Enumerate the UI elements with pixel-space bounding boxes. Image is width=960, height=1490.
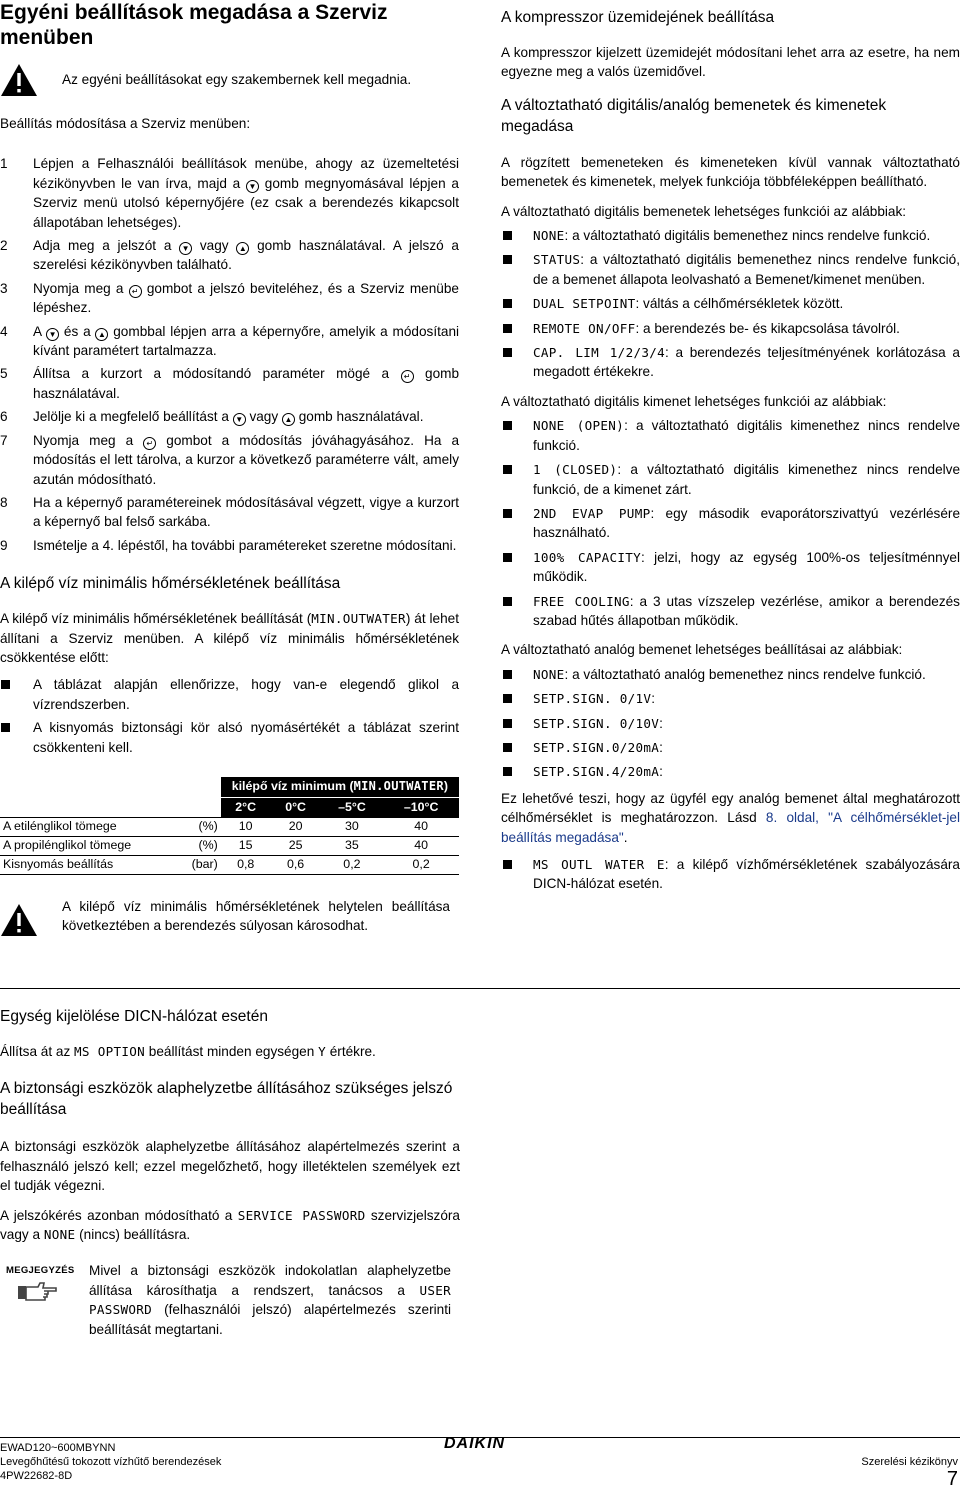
ain-intro: A változtatható analóg bemenet lehetséges beállításai az alábbiak: bbox=[501, 642, 903, 658]
table-header-prefix: kilépő víz minimum ( bbox=[231, 779, 354, 794]
step-item bbox=[0, 536, 459, 555]
bullet-text: A kisnyomás biztonsági kör alsó nyomásértékét a táblázat szerint csökkenteni kell. bbox=[33, 720, 459, 755]
step-item bbox=[0, 236, 459, 275]
bullet-square-icon bbox=[1, 680, 10, 689]
bullet-text: : a változtatható analóg bemenethez nincs rendelve funkció. bbox=[564, 666, 926, 682]
list-item bbox=[501, 762, 960, 781]
row-unit: (%) bbox=[178, 836, 221, 855]
step-text: Nyomja meg a ↵ gombot a módosítás jóváhagyásához. Ha a módosítás el lett tárolva, a kurzor a következő paraméterre vált, amely azután módosítható. bbox=[33, 432, 460, 487]
bullet-square-icon bbox=[1, 723, 10, 732]
bullet-square-icon bbox=[503, 421, 512, 430]
table-cell: 40 bbox=[383, 817, 459, 836]
up-arrow-button-icon: ▲ bbox=[95, 328, 108, 341]
bullet-square-icon bbox=[503, 465, 512, 474]
setting-code: CAP. LIM 1/2/3/4 bbox=[533, 345, 665, 361]
bullet-square-icon bbox=[503, 231, 512, 240]
bullet-square-icon bbox=[503, 743, 512, 752]
setting-code: 1 (CLOSED) bbox=[533, 462, 618, 478]
table-cell: 0,2 bbox=[383, 855, 459, 874]
bullet-square-icon bbox=[503, 694, 512, 703]
footer-doc: 4PW22682-8D bbox=[0, 1470, 73, 1482]
step-item bbox=[0, 407, 459, 426]
min-temp-text-b: ) át lehet állítani a Szerviz menüben. A kilépő víz minimális hőmérsékletének csökkentése előtt: bbox=[0, 611, 459, 665]
list-item bbox=[501, 460, 960, 499]
list-item bbox=[501, 250, 960, 289]
bullet-square-icon bbox=[503, 719, 512, 728]
note-text-b: (felhasználói jelszó) alapértelmezés szerinti beállítását megtartani. bbox=[89, 1302, 451, 1337]
steps-list bbox=[0, 154, 459, 555]
y-code: Y bbox=[318, 1044, 326, 1059]
down-arrow-button-icon: ▼ bbox=[46, 328, 59, 341]
ain-after-text: Ez lehetővé teszi, hogy az ügyfél egy analóg bemenet által meghatározott célhőmérséklet is meghatározzon. Lásd bbox=[501, 790, 960, 826]
list-item bbox=[501, 548, 960, 587]
step-number: 3 bbox=[0, 280, 8, 296]
bullet-square-icon bbox=[503, 255, 512, 264]
table-cell: 25 bbox=[271, 836, 321, 855]
setting-code: SETP.SIGN.0/20mA bbox=[533, 739, 660, 755]
warning-box bbox=[0, 63, 459, 97]
step-text: Adja meg a jelszót a ▼ vagy ▲ gomb használatával. A jelszó a szerelési kézikönyvben található. bbox=[33, 238, 459, 273]
min-temp-bullets bbox=[0, 675, 459, 757]
password-text-2 bbox=[0, 1206, 460, 1245]
enter-button-icon: ↵ bbox=[143, 437, 156, 450]
enter-button-icon: ↵ bbox=[129, 285, 142, 298]
setting-code: 100% CAPACITY bbox=[533, 549, 642, 565]
up-arrow-button-icon: ▲ bbox=[282, 413, 295, 426]
list-item bbox=[501, 504, 960, 543]
table-cell: 35 bbox=[321, 836, 384, 855]
dicn-text-c: értékre. bbox=[325, 1044, 376, 1059]
digital-input-list bbox=[501, 226, 960, 382]
up-arrow-button-icon: ▲ bbox=[236, 242, 249, 255]
step-text: Jelölje ki a megfelelő beállítást a ▼ vagy ▲ gomb használatával. bbox=[33, 409, 424, 425]
bullet-text: : egy második evaporátorszivattyú vezérlésére használható. bbox=[533, 505, 960, 541]
bullet-text: : a változtatható digitális kimenethez nincs rendelve funkció. bbox=[533, 418, 960, 453]
io-text: A rögzített bemeneteken és kimeneteken kívül vannak változtatható bemenetek és kimenetek, melyek funkciója többféleképpen beállítható. bbox=[501, 154, 960, 190]
min-temp-text-a: A kilépő víz minimális hőmérsékletének beállítását ( bbox=[0, 611, 312, 627]
bullet-text: A táblázat alapján ellenőrizze, hogy van-e elegendő glikol a vízrendszerben. bbox=[33, 677, 459, 712]
bullet-square-icon bbox=[503, 767, 512, 776]
footer-manual: Szerelési kézikönyv bbox=[861, 1456, 958, 1468]
step-item bbox=[0, 431, 459, 489]
temp-col-1: 2°C bbox=[221, 797, 271, 817]
table-cell: 0,2 bbox=[321, 855, 384, 874]
down-arrow-button-icon: ▼ bbox=[179, 242, 192, 255]
step-number: 7 bbox=[0, 432, 8, 448]
table-row bbox=[0, 836, 459, 855]
list-item bbox=[501, 343, 960, 382]
service-password-code: SERVICE PASSWORD bbox=[237, 1207, 366, 1223]
note-text bbox=[89, 1261, 451, 1339]
step-number: 6 bbox=[0, 409, 8, 425]
note-box bbox=[0, 1261, 460, 1341]
list-item bbox=[501, 665, 960, 684]
footer-model: EWAD120~600MBYNN bbox=[0, 1442, 116, 1454]
row-label: A propilénglikol tömege bbox=[0, 836, 178, 855]
bullet-text: : bbox=[659, 739, 663, 755]
temp-col-2: 0°C bbox=[271, 797, 321, 817]
bullet-square-icon bbox=[503, 597, 512, 606]
bullet-square-icon bbox=[503, 860, 512, 869]
intro-text: Beállítás módosítása a Szerviz menüben: bbox=[0, 116, 251, 131]
row-label: A etilénglikol tömege bbox=[0, 817, 178, 836]
dicn-heading: Egység kijelölése DICN-hálózat esetén bbox=[0, 1008, 268, 1025]
row-unit: (%) bbox=[178, 817, 221, 836]
setting-code: SETP.SIGN. 0/10V bbox=[533, 715, 660, 731]
dout-intro: A változtatható digitális kimenet lehetséges funkciói az alábbiak: bbox=[501, 393, 887, 409]
page-title: Egyéni beállítások megadása a Szerviz menüben bbox=[0, 1, 388, 49]
list-item bbox=[501, 416, 960, 455]
daikin-logo: DAIKIN bbox=[444, 1435, 506, 1452]
setting-code: NONE bbox=[533, 666, 565, 682]
step-text: Lépjen a Felhasználói beállítások menübe, ahogy az üzemeltetési kézikönyvben le van írva, majd a ▼ gomb megnyomásával lépjen a Szerviz menü utolsó képernyőjére (ez csak a berendezés kikapcsolt állapotában lehetséges). bbox=[33, 156, 460, 230]
step-item bbox=[0, 322, 459, 361]
compressor-text: A kompresszor kijelzett üzemidejét módosítani lehet arra az esetre, ha nem egyezne meg a valós üzemidővel. bbox=[501, 45, 960, 80]
step-item bbox=[0, 364, 459, 403]
bullet-text: : váltás a célhőmérsékletek között. bbox=[635, 296, 844, 312]
setting-code: SETP.SIGN. 0/1V bbox=[533, 691, 652, 707]
bullet-text: : a változtatható digitális kimenethez nincs rendelve funkció, de a kimenet zárt. bbox=[533, 462, 960, 497]
bullet-text: : bbox=[651, 691, 656, 707]
table-header-suffix: ) bbox=[443, 779, 449, 794]
none-code: NONE bbox=[43, 1227, 76, 1243]
table-row bbox=[0, 855, 459, 874]
row-unit: (bar) bbox=[178, 855, 221, 874]
warning-icon bbox=[0, 63, 38, 97]
dicn-text-a: Állítsa át az bbox=[0, 1044, 75, 1059]
table-cell: 30 bbox=[321, 817, 384, 836]
ms-outl-water-code: MS OUTL WATER E bbox=[533, 857, 665, 872]
table-header bbox=[221, 777, 459, 798]
section-divider bbox=[0, 988, 960, 989]
warning-text-2: A kilépő víz minimális hőmérsékletének helytelen beállítása következtében a berendezés súlyosan károsodhat. bbox=[62, 898, 450, 934]
list-item bbox=[501, 714, 960, 733]
step-text: Ha a képernyő paramétereinek módosításával végzett, vigye a kurzort a képernyő bal felső sarkába. bbox=[33, 494, 460, 530]
list-item bbox=[501, 689, 960, 708]
password-heading: A biztonsági eszközök alaphelyzetbe állításához szükséges jelszó beállítása bbox=[0, 1080, 453, 1119]
bullet-square-icon bbox=[503, 324, 512, 333]
glycol-table bbox=[0, 777, 459, 875]
enter-button-icon: ↵ bbox=[401, 370, 414, 383]
ain-after-end: . bbox=[623, 829, 628, 845]
bullet-text: : bbox=[659, 764, 663, 780]
setting-code: REMOTE ON/OFF bbox=[533, 320, 636, 336]
step-text: Állítsa a kurzort a módosítandó paraméter mögé a ↵ gomb használatával. bbox=[33, 366, 460, 401]
password-text-1: A biztonsági eszközök alaphelyzetbe állításához alapértelmezés szerint a felhasználó jelszó kell; ezzel megelőzhető, hogy illetéktelen személyek ezt el tudják végezni. bbox=[0, 1139, 460, 1194]
setting-code: SETP.SIGN.4/20mA bbox=[533, 764, 660, 780]
bullet-square-icon bbox=[503, 670, 512, 679]
list-item bbox=[501, 294, 960, 313]
bullet-text: : bbox=[659, 715, 663, 731]
bullet-text: : a 3 utas vízszelep vezérlése, amikor a berendezés szabad hűtés állapotban működik. bbox=[533, 593, 960, 628]
list-item bbox=[501, 226, 960, 245]
compressor-heading: A kompresszor üzemidejének beállítása bbox=[501, 9, 775, 26]
step-number: 2 bbox=[0, 238, 8, 254]
bullet-text: : a változtatható digitális bemenethez nincs rendelve funkció, de a bemenet állapota leolvasható a Bemenet/kimenet menüben. bbox=[533, 252, 960, 287]
io-heading: A változtatható digitális/analóg bemenetek és kimenetek megadása bbox=[501, 96, 887, 135]
list-item bbox=[501, 319, 960, 338]
bullet-square-icon bbox=[503, 348, 512, 357]
bullet-text: : a berendezés teljesítményének korlátozása a megadott értékekre. bbox=[533, 345, 960, 380]
table-cell: 0,8 bbox=[221, 855, 271, 874]
temp-col-4: –10°C bbox=[383, 797, 459, 817]
bullet-text: : a berendezés be- és kikapcsolása távolról. bbox=[635, 320, 900, 336]
page-number: 7 bbox=[946, 1468, 958, 1490]
table-cell: 15 bbox=[221, 836, 271, 855]
analog-input-list bbox=[501, 665, 960, 782]
min-temp-heading: A kilépő víz minimális hőmérsékletének beállítása bbox=[0, 575, 341, 593]
setting-code: STATUS bbox=[533, 252, 581, 268]
table-header-code: MIN.OUTWATER bbox=[353, 779, 444, 794]
bullet-text: : jelzi, hogy az egység 100%-os teljesítménnyel működik. bbox=[533, 549, 960, 585]
step-number: 9 bbox=[0, 537, 8, 553]
setting-code: FREE COOLING bbox=[533, 593, 630, 609]
dicn-text bbox=[0, 1042, 460, 1061]
digital-output-list bbox=[501, 416, 960, 630]
dicn-text-b: beállítást minden egységen bbox=[145, 1044, 319, 1059]
ms-option-code: MS OPTION bbox=[74, 1044, 145, 1059]
bullet-square-icon bbox=[503, 299, 512, 308]
step-text: Nyomja meg a ↵ gombot a jelszó beviteléhez, és a Szerviz menübe lépéshez. bbox=[33, 280, 459, 316]
bullet-square-icon bbox=[503, 509, 512, 518]
step-item bbox=[0, 279, 459, 318]
setting-code: NONE (OPEN) bbox=[533, 418, 625, 434]
table-cell: 10 bbox=[221, 817, 271, 836]
bullet-text: : a változtatható digitális bemenethez nincs rendelve funkció. bbox=[564, 228, 931, 244]
down-arrow-button-icon: ▼ bbox=[246, 180, 259, 193]
warning-box-2 bbox=[0, 897, 459, 957]
din-intro: A változtatható digitális bemenetek lehetséges funkciói az alábbiak: bbox=[501, 203, 907, 219]
step-item bbox=[0, 154, 459, 232]
pw-text-a: A jelszókérés azonban módosítható a bbox=[0, 1207, 238, 1223]
step-number: 4 bbox=[0, 323, 8, 339]
step-number: 8 bbox=[0, 494, 8, 510]
user-password-code: USER PASSWORD bbox=[89, 1282, 451, 1318]
pw-text-b: szervizjelszóra vagy a bbox=[0, 1207, 460, 1243]
step-text: A ▼ és a ▲ gombbal lépjen arra a képernyőre, amelyik a módosítani kívánt paramétert tartalmazza. bbox=[33, 323, 460, 359]
note-label: MEGJEGYZÉS bbox=[6, 1265, 75, 1277]
step-item bbox=[0, 493, 459, 532]
table-cell: 20 bbox=[271, 817, 321, 836]
list-item bbox=[0, 675, 459, 714]
list-item bbox=[501, 738, 960, 757]
setting-code: 2ND EVAP PUMP bbox=[533, 505, 651, 521]
step-number: 1 bbox=[0, 156, 8, 172]
bullet-text: : a kilépő vízhőmérsékletének szabályozására DICN-hálózat esetén. bbox=[533, 857, 960, 892]
warning-icon bbox=[0, 903, 38, 937]
row-label: Kisnyomás beállítás bbox=[0, 855, 178, 874]
step-number: 5 bbox=[0, 366, 8, 382]
setting-code: DUAL SETPOINT bbox=[533, 296, 636, 312]
note-text-a: Mivel a biztonsági eszközök indokolatlan alaphelyzetbe állítása károsíthatja a rendszert, tanácsos a bbox=[89, 1263, 451, 1298]
setting-code: NONE bbox=[533, 228, 565, 244]
table-row bbox=[0, 817, 459, 836]
step-text: Ismételje a 4. lépéstől, ha további paramétereket szeretne módosítani. bbox=[33, 537, 457, 553]
list-item bbox=[501, 855, 960, 894]
min-outwater-code: MIN.OUTWATER bbox=[311, 611, 406, 627]
footer-desc: Levegőhűtésű tokozott vízhűtő berendezések bbox=[0, 1456, 222, 1468]
pointing-hand-icon bbox=[18, 1279, 58, 1303]
lower-section bbox=[0, 1002, 460, 1341]
min-temp-paragraph bbox=[0, 609, 459, 667]
warning-text: Az egyéni beállításokat egy szakembernek kell megadnia. bbox=[62, 72, 412, 87]
table-cell: 40 bbox=[383, 836, 459, 855]
page-8-link[interactable]: 8. oldal, "A célhőmérséklet-jel beállítás megadása" bbox=[501, 810, 960, 845]
pw-text-c: (nincs) beállításra. bbox=[75, 1227, 191, 1243]
table-cell: 0,6 bbox=[271, 855, 321, 874]
ain-after bbox=[501, 789, 960, 847]
down-arrow-button-icon: ▼ bbox=[233, 413, 246, 426]
right-column bbox=[501, 0, 960, 894]
bullet-square-icon bbox=[503, 553, 512, 562]
left-column bbox=[0, 0, 459, 957]
temp-col-3: –5°C bbox=[321, 797, 384, 817]
list-item bbox=[0, 718, 459, 757]
list-item bbox=[501, 592, 960, 631]
